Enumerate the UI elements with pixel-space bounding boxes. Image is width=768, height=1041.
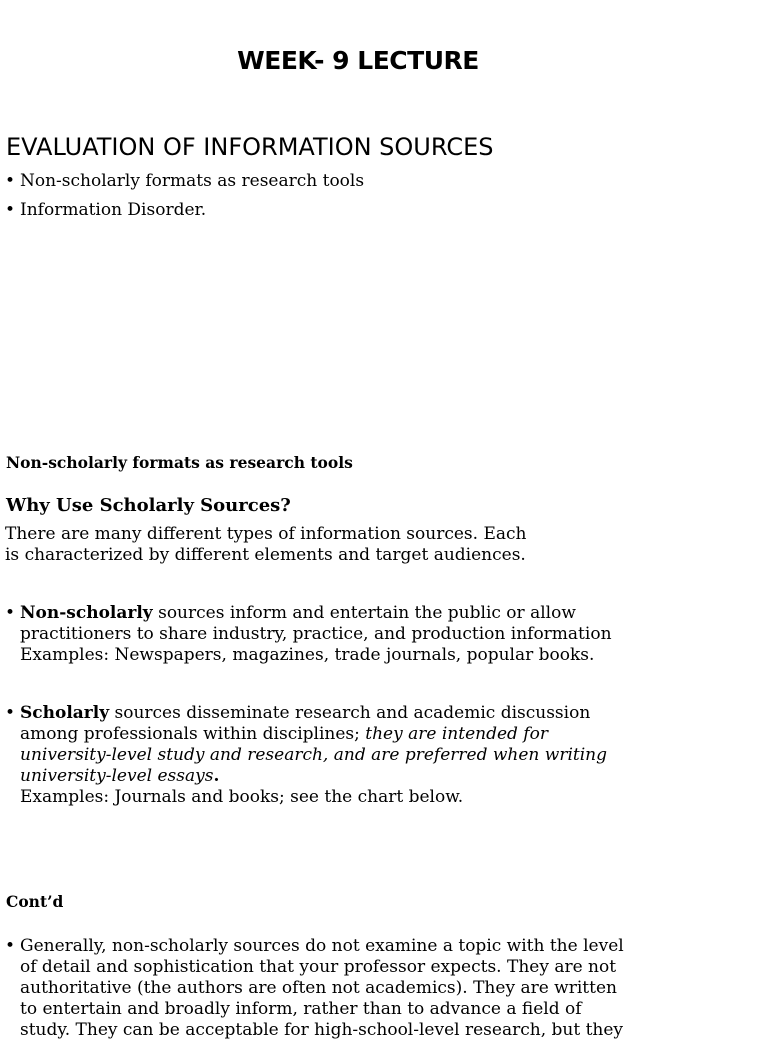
bullet-line: practitioners to share industry, practice, and production information: [20, 624, 612, 644]
bullet-line: of detail and sophistication that your professor expects. They are not: [20, 957, 617, 977]
bullet-line: Examples: Newspapers, magazines, trade journals, popular books.: [20, 645, 595, 665]
bullet-line: authoritative (the authors are often not academics). They are written: [20, 978, 617, 998]
bold-term: Scholarly: [20, 703, 110, 723]
bullet-line: [20, 724, 745, 745]
bullet-text: sources inform and entertain the public or allow: [152, 603, 576, 623]
sub-heading: Why Use Scholarly Sources?: [6, 495, 291, 516]
contd-bullet: [5, 936, 745, 1041]
list-item: [5, 199, 364, 228]
bullet-line: [20, 766, 745, 787]
bullet-icon: •: [5, 200, 16, 220]
bullet-line: [20, 603, 745, 624]
list-item: [5, 170, 364, 199]
bold-period: .: [213, 766, 220, 786]
bullet-text: among professionals within disciplines;: [20, 724, 366, 744]
contd-label: Cont’d: [6, 892, 64, 911]
bullet-line: Examples: Journals and books; see the chart below.: [20, 787, 464, 807]
bullet-icon: •: [5, 936, 16, 956]
list-item-text: Information Disorder.: [20, 200, 207, 220]
italic-text: university-level essays: [20, 766, 214, 786]
italic-text: university-level study and research, and are preferred when writing: [20, 745, 607, 765]
page-title: WEEK- 9 LECTURE: [237, 46, 479, 75]
bullet-icon: •: [5, 703, 16, 723]
paragraph-line: There are many different types of information sources. Each: [5, 524, 527, 544]
bullet-line: [20, 703, 745, 724]
bullet-line: [20, 745, 745, 766]
bullet-line: Generally, non-scholarly sources do not examine a topic with the level: [20, 936, 624, 956]
intro-paragraph: [5, 524, 625, 566]
section-heading: EVALUATION OF INFORMATION SOURCES: [6, 133, 494, 161]
bullet-line: to entertain and broadly inform, rather than to advance a field of: [20, 999, 582, 1019]
nonscholarly-bullet: [5, 603, 745, 666]
bullet-text: sources disseminate research and academic discussion: [109, 703, 591, 723]
intro-bullet-list: [5, 170, 364, 228]
bullet-line: study. They can be acceptable for high-school-level research, but they: [20, 1020, 624, 1040]
paragraph-line: is characterized by different elements and target audiences.: [5, 545, 526, 565]
italic-text: they are intended for: [365, 724, 548, 744]
section-label: Non-scholarly formats as research tools: [6, 453, 353, 472]
list-item-text: Non-scholarly formats as research tools: [20, 171, 365, 191]
bullet-icon: •: [5, 603, 16, 623]
bold-term: Non-scholarly: [20, 603, 153, 623]
bullet-icon: •: [5, 171, 16, 191]
scholarly-bullet: [5, 703, 745, 808]
